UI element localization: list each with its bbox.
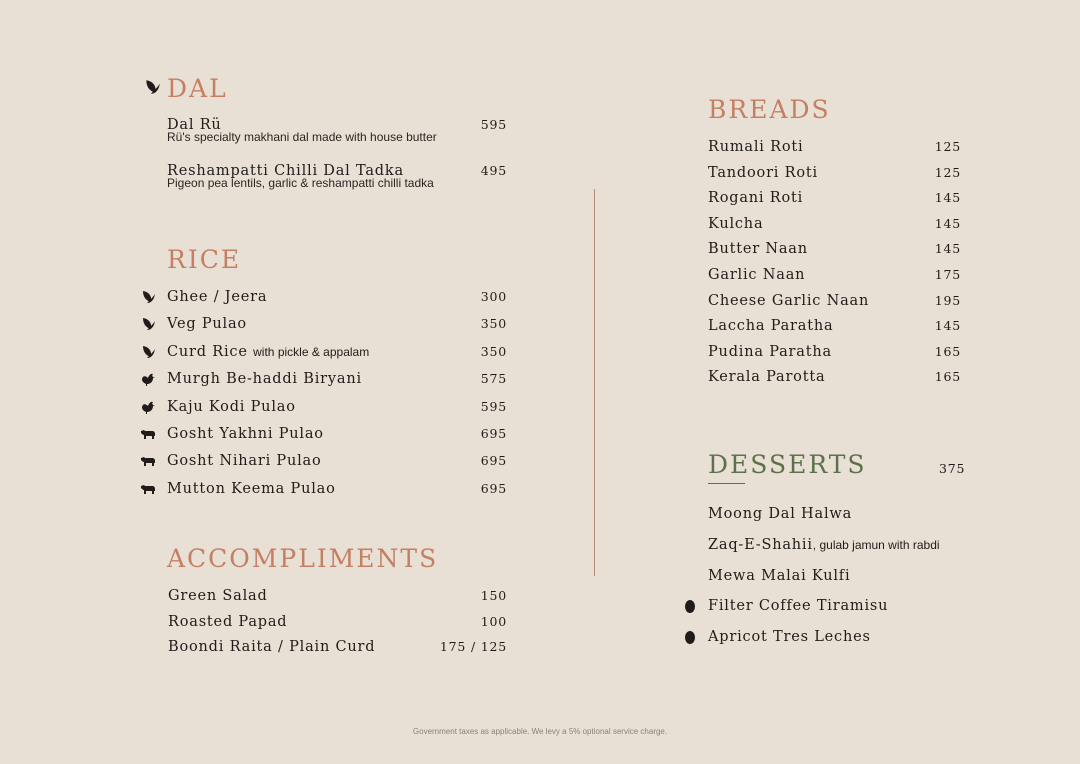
item-name: Pudina Paratha: [708, 344, 832, 360]
desserts-heading: DESSERTS: [708, 450, 867, 479]
menu-item: [708, 367, 961, 387]
item-price: 575: [480, 371, 507, 386]
item-name: Filter Coffee Tiramisu: [708, 598, 889, 614]
mutton-icon: [140, 426, 156, 442]
item-name: Gosht Yakhni Pulao: [167, 426, 324, 442]
item-name: Kerala Parotta: [708, 369, 826, 385]
item-description: Rü's specialty makhani dal made with house butter: [167, 130, 437, 144]
item-name: Murgh Be-haddi Biryani: [167, 371, 362, 387]
menu-item: [708, 535, 968, 555]
menu-item: [167, 161, 507, 197]
menu-item: [708, 627, 968, 647]
item-name: Cheese Garlic Naan: [708, 293, 870, 309]
item-price: 175: [934, 267, 961, 282]
item-name: Green Salad: [168, 588, 268, 604]
menu-item: [167, 451, 507, 471]
menu-item: [708, 504, 968, 524]
menu-item: [708, 596, 968, 616]
veg-leaf-icon: [140, 316, 156, 332]
chicken-icon: [140, 371, 156, 387]
menu-item: [708, 214, 961, 234]
menu-item: [167, 287, 507, 307]
menu-item: [167, 115, 507, 151]
item-name: Dal Rü: [167, 117, 222, 133]
item-price: 695: [480, 481, 507, 496]
item-note: , gulab jamun with rabdi: [812, 538, 940, 552]
item-name: Curd Rice with pickle & appalam: [167, 344, 370, 360]
menu-item: [167, 314, 507, 334]
item-name: Kaju Kodi Pulao: [167, 399, 296, 415]
item-note: with pickle & appalam: [253, 345, 370, 359]
item-price: 595: [480, 117, 507, 132]
item-price: 695: [480, 426, 507, 441]
veg-leaf-icon: [140, 289, 156, 305]
menu-item: [708, 566, 968, 586]
dal-heading: DAL: [167, 74, 228, 103]
item-name: Veg Pulao: [167, 316, 247, 332]
item-name: Roasted Papad: [168, 614, 288, 630]
menu-item: [168, 586, 507, 606]
item-price: 145: [934, 216, 961, 231]
item-description: Pigeon pea lentils, garlic & reshampatti chilli tadka: [167, 176, 434, 190]
item-name: Rumali Roti: [708, 139, 804, 155]
item-name: Mewa Malai Kulfi: [708, 568, 851, 584]
item-name: Moong Dal Halwa: [708, 506, 853, 522]
item-name: Apricot Tres Leches: [708, 629, 871, 645]
mutton-icon: [140, 453, 156, 469]
item-name: Butter Naan: [708, 241, 808, 257]
menu-item: [708, 239, 961, 259]
menu-item: [167, 397, 507, 417]
item-price: 300: [480, 289, 507, 304]
footer-note: Government taxes as applicable. We levy a 5% optional service charge.: [412, 727, 668, 736]
breads-heading: BREADS: [708, 95, 831, 124]
item-price: 150: [480, 588, 507, 603]
item-name: Garlic Naan: [708, 267, 806, 283]
item-price: 145: [934, 318, 961, 333]
item-name: Boondi Raita / Plain Curd: [168, 639, 376, 655]
item-name: Zaq-E-Shahii, gulab jamun with rabdi: [708, 537, 940, 553]
item-price: 145: [934, 241, 961, 256]
column-divider: [594, 189, 595, 576]
menu-item: [708, 316, 961, 336]
item-price: 125: [934, 139, 961, 154]
item-name: Kulcha: [708, 216, 764, 232]
menu-item: [708, 188, 961, 208]
veg-leaf-icon: [140, 344, 156, 360]
item-price: 495: [480, 163, 507, 178]
item-name: Gosht Nihari Pulao: [167, 453, 322, 469]
accompaniments-heading: ACCOMPLIMENTS: [167, 544, 439, 573]
item-name: Ghee / Jeera: [167, 289, 268, 305]
menu-item: [167, 424, 507, 444]
desserts-underline: [708, 483, 745, 484]
egg-icon: [682, 598, 698, 614]
item-price: 165: [934, 344, 961, 359]
menu-item: [708, 342, 961, 362]
desserts-price: 375: [939, 461, 966, 476]
chicken-icon: [140, 399, 156, 415]
item-price: 125: [934, 165, 961, 180]
menu-item: [167, 369, 507, 389]
menu-item: [168, 612, 507, 632]
item-price: 165: [934, 369, 961, 384]
menu-item: [708, 291, 961, 311]
item-name: Reshampatti Chilli Dal Tadka: [167, 163, 404, 179]
menu-item: [167, 479, 507, 499]
item-price: 350: [480, 344, 507, 359]
item-price: 145: [934, 190, 961, 205]
item-price: 595: [480, 399, 507, 414]
item-name: Laccha Paratha: [708, 318, 834, 334]
item-price: 100: [480, 614, 507, 629]
menu-item: [708, 265, 961, 285]
mutton-icon: [140, 481, 156, 497]
item-price: 350: [480, 316, 507, 331]
item-price: 695: [480, 453, 507, 468]
menu-item: [708, 163, 961, 183]
menu-item: [168, 637, 507, 657]
veg-leaf-icon: [143, 77, 161, 97]
item-price: 175 / 125: [439, 639, 507, 654]
menu-item: [708, 137, 961, 157]
item-name: Rogani Roti: [708, 190, 804, 206]
rice-heading: RICE: [167, 245, 242, 274]
menu-item: [167, 342, 507, 362]
item-price: 195: [934, 293, 961, 308]
egg-icon: [682, 629, 698, 645]
item-name: Tandoori Roti: [708, 165, 818, 181]
item-name: Mutton Keema Pulao: [167, 481, 336, 497]
